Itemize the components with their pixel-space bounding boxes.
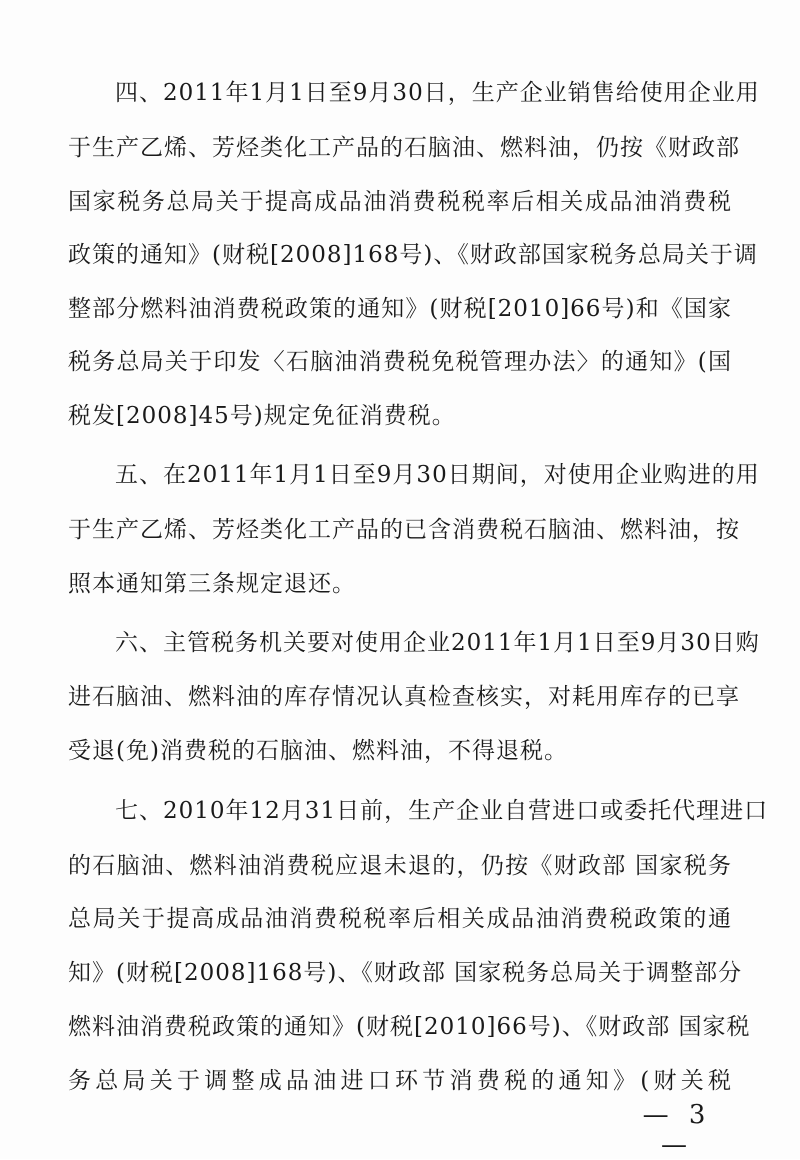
paragraph-4-line-4: 政策的通知》(财税[2008]168号)、《财政部国家税务总局关于调 [68,242,758,268]
paragraph-7-line-6: 务总局关于调整成品油进口环节消费税的通知》(财关税 [68,1068,732,1094]
paragraph-4-line-7: 税发[2008]45号)规定免征消费税。 [68,403,456,429]
paragraph-6-line-1: 六、主管税务机关要对使用企业2011年1月1日至9月30日购 [115,630,760,656]
paragraph-4-line-6: 税务总局关于印发〈石脑油消费税免税管理办法〉的通知》(国 [68,349,732,375]
page-number: — 3 — [642,1100,712,1160]
paragraph-7-line-4: 知》(财税[2008]168号)、《财政部 国家税务总局关于调整部分 [68,960,743,986]
paragraph-6-line-2: 进石脑油、燃料油的库存情况认真检查核实，对耗用库存的已享 [68,684,740,710]
paragraph-7-line-5: 燃料油消费税政策的通知》(财税[2010]66号)、《财政部 国家税 [68,1014,751,1040]
paragraph-4-line-1: 四、2011年1月1日至9月30日，生产企业销售给使用企业用 [115,80,760,106]
paragraph-7-line-1: 七、2010年12月31日前，生产企业自营进口或委托代理进口 [115,798,769,824]
paragraph-5-line-3: 照本通知第三条规定退还。 [68,571,356,597]
paragraph-5-line-2: 于生产乙烯、芳烃类化工产品的已含消费税石脑油、燃料油，按 [68,517,740,543]
paragraph-5-line-1: 五、在2011年1月1日至9月30日期间，对使用企业购进的用 [115,462,760,488]
paragraph-4-line-3: 国家税务总局关于提高成品油消费税税率后相关成品油消费税 [68,189,732,215]
paragraph-7-line-2: 的石脑油、燃料油消费税应退未退的，仍按《财政部 国家税务 [68,853,732,879]
paragraph-4-line-5: 整部分燃料油消费税政策的通知》(财税[2010]66号)和《国家 [68,296,732,322]
paragraph-7-line-3: 总局关于提高成品油消费税税率后相关成品油消费税政策的通 [68,906,732,932]
paragraph-6-line-3: 受退(免)消费税的石脑油、燃料油，不得退税。 [68,738,568,764]
paragraph-4-line-2: 于生产乙烯、芳烃类化工产品的石脑油、燃料油，仍按《财政部 [68,135,740,161]
